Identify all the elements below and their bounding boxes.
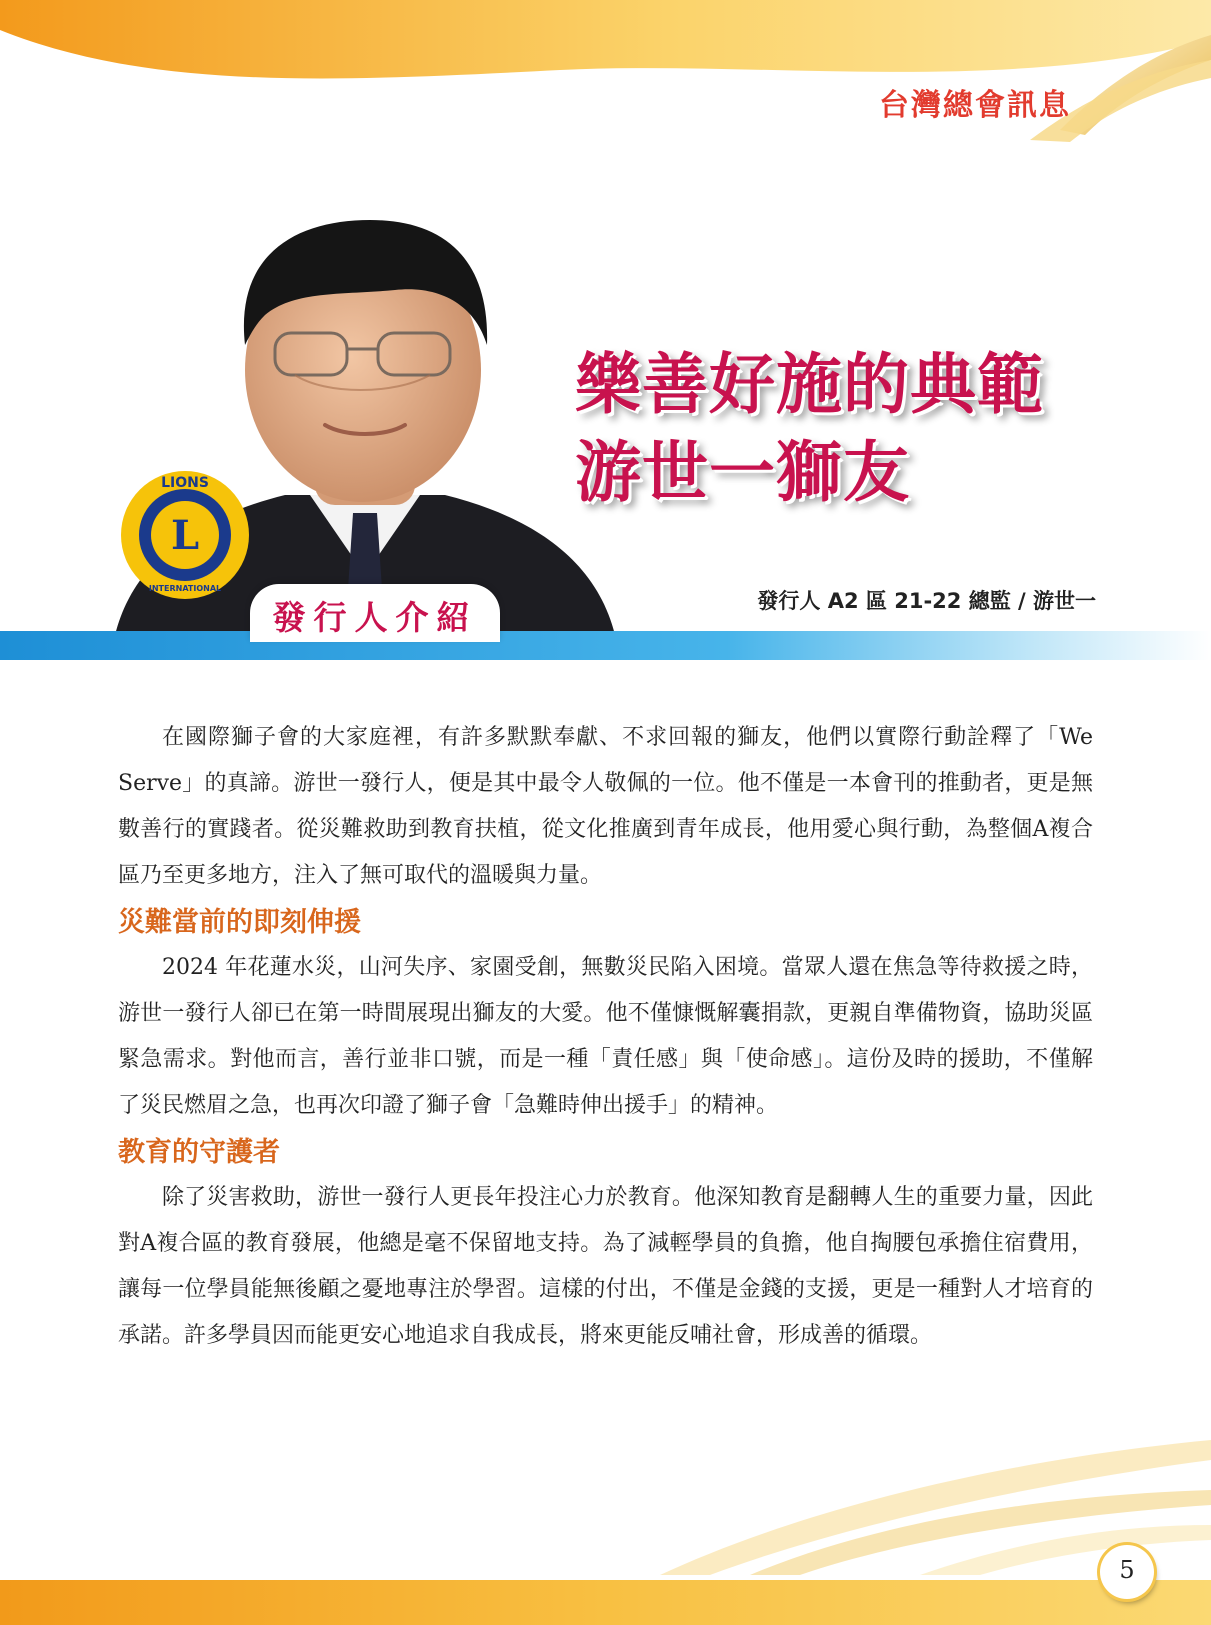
byline: 發行人 A2 區 21-22 總監 / 游世一: [757, 589, 1096, 613]
lions-logo: [121, 471, 249, 599]
top-gold-swoosh: [0, 0, 1211, 150]
logo-letter: L: [170, 512, 200, 559]
section-paragraph-education: 除了災害救助，游世一發行人更長年投注心力於教育。他深知教育是翻轉人生的重要力量，因此對A複合區的教育發展，他總是毫不保留地支持。為了減輕學員的負擔，他自掏腰包承擔住宿費用，讓每一位學員能無後顧之憂地專注於學習。這樣的付出，不僅是金錢的支援，更是一種對人才培育的承諾。許多學員因而能更安心地追求自我成長，將來更能反哺社會，形成善的循環。: [118, 1185, 1093, 1348]
portrait-photo: [95, 195, 635, 635]
page-number: 5: [1119, 1556, 1135, 1584]
blue-divider-band: [0, 631, 1211, 660]
section-paragraph-disaster: 2024 年花蓮水災，山河失序、家園受創，無數災民陷入困境。當眾人還在焦急等待救援之時，游世一發行人卻已在第一時間展現出獅友的大愛。他不僅慷慨解囊捐款，更親自準備物資，協助災區緊急需求。對他而言，善行並非口號，而是一種「責任感」與「使命感」。這份及時的援助，不僅解了災民燃眉之急，也再次印證了獅子會「急難時伸出援手」的精神。: [118, 955, 1093, 1118]
bottom-gold-band: [0, 1580, 1211, 1625]
title-line-2: 游世一獅友: [575, 433, 910, 511]
logo-text-bottom: INTERNATIONAL: [148, 584, 222, 593]
intro-label: 發行人介紹: [272, 598, 478, 637]
section-tag: 台灣總會訊息: [879, 88, 1071, 123]
title-line-1: 樂善好施的典範: [575, 345, 1044, 423]
logo-text-top: LIONS: [161, 475, 209, 491]
article-body: [118, 715, 1093, 1359]
intro-paragraph: 在國際獅子會的大家庭裡，有許多默默奉獻、不求回報的獅友，他們以實際行動詮釋了「We Serve」的真諦。游世一發行人，便是其中最令人敬佩的一位。他不僅是一本會刊的推動者，更是無數善行的實踐者。從災難救助到教育扶植，從文化推廣到青年成長，他用愛心與行動，為整個A複合區乃至更多地方，注入了無可取代的溫暖與力量。: [118, 725, 1093, 888]
article-title: [575, 340, 1044, 516]
section-heading-disaster: 災難當前的即刻伸援: [118, 907, 361, 938]
section-heading-education: 教育的守護者: [118, 1137, 280, 1168]
